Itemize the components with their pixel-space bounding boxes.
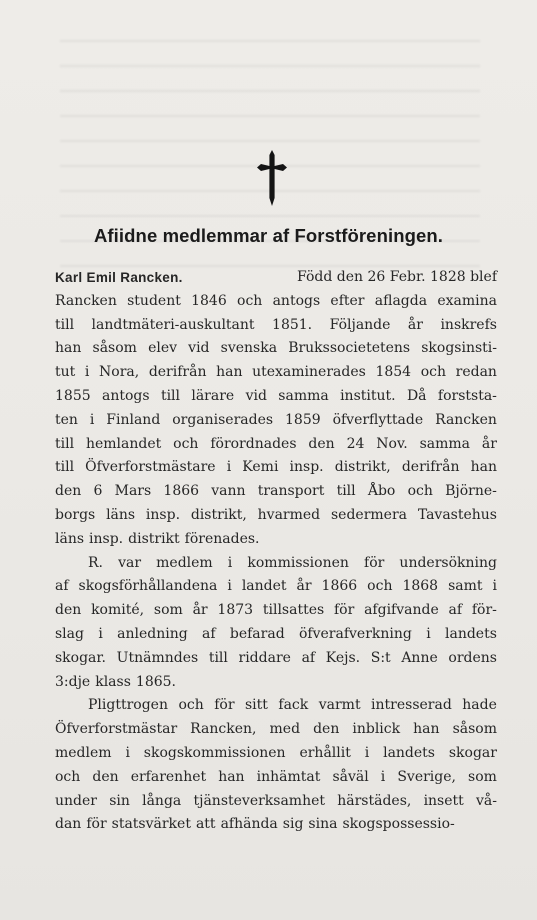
- word: Mars: [114, 483, 152, 500]
- text-line: [55, 575, 497, 599]
- text-line: [55, 766, 497, 790]
- word: landets: [383, 744, 435, 761]
- word: Rancken,: [190, 721, 257, 738]
- word: till: [55, 435, 75, 452]
- word: organiserades: [172, 411, 274, 428]
- word: riddare: [238, 649, 291, 666]
- text-line: [55, 552, 497, 576]
- word: i: [364, 744, 370, 761]
- word: förordnades: [210, 435, 297, 452]
- word: öfverafverkning: [298, 625, 412, 642]
- text-line: [55, 385, 497, 409]
- word: insett: [423, 792, 464, 809]
- word: skogsinsti-: [421, 340, 497, 357]
- word: erhållit: [299, 744, 351, 761]
- word: till: [336, 483, 356, 500]
- word: distrikt,: [190, 506, 247, 523]
- word: och: [173, 435, 199, 452]
- word: Finland: [106, 411, 161, 428]
- word: hvarmed: [257, 506, 321, 523]
- word: Då: [406, 387, 427, 404]
- word: Tavastehus: [417, 506, 497, 523]
- word: R.: [88, 554, 103, 571]
- word: i: [426, 625, 431, 642]
- word: Åbo: [367, 483, 396, 500]
- word: i: [380, 768, 386, 785]
- word: examina: [437, 292, 497, 309]
- word: samt: [448, 578, 483, 595]
- word: som: [468, 768, 497, 785]
- word: i: [226, 459, 232, 476]
- word: under: [55, 792, 97, 809]
- word: sig: [282, 816, 304, 833]
- word: komité,: [91, 602, 145, 619]
- word: borgs: [55, 506, 96, 523]
- word: samma: [419, 435, 470, 452]
- word: insp.: [89, 530, 124, 547]
- word: den: [313, 721, 340, 738]
- word: fack: [278, 697, 309, 714]
- word: skogar.: [55, 649, 107, 666]
- text-line: [55, 266, 497, 290]
- word: han: [413, 721, 440, 738]
- word: anledning: [117, 625, 188, 642]
- word: såsom: [92, 340, 137, 357]
- word: för-: [471, 602, 497, 619]
- word: slag: [55, 625, 84, 642]
- word: till: [208, 649, 228, 666]
- word: den: [55, 602, 82, 619]
- text-line: [55, 337, 497, 361]
- word: undersökning: [399, 554, 497, 571]
- word: varmt: [318, 697, 361, 714]
- word: år: [192, 602, 208, 619]
- word: för: [214, 697, 235, 714]
- word: Utnämndes: [116, 649, 199, 666]
- word: transport: [257, 483, 325, 500]
- word: hade: [462, 697, 497, 714]
- word: antogs: [102, 387, 150, 404]
- word: och: [178, 697, 204, 714]
- page-title: Afiidne medlemmar af Forstföreningen.: [93, 225, 444, 246]
- text-line: [55, 433, 497, 457]
- word: 1866: [163, 483, 200, 500]
- word: Nov.: [376, 435, 408, 452]
- word: och: [237, 292, 263, 309]
- word: i: [227, 578, 232, 595]
- word: han: [216, 364, 243, 381]
- word: aflagda: [374, 292, 428, 309]
- word: till: [55, 459, 75, 476]
- word: läns: [55, 530, 85, 547]
- word: och: [55, 768, 81, 785]
- word: i: [227, 554, 233, 571]
- word: af: [448, 602, 463, 619]
- word: derifrån: [401, 459, 460, 476]
- text-line: [55, 790, 497, 814]
- word: Kejs.: [325, 649, 361, 666]
- word: 1868: [402, 578, 439, 595]
- text-line: [55, 290, 497, 314]
- word: Öfverforstmästare: [85, 459, 216, 476]
- word: derifrån: [148, 364, 207, 381]
- text-line: [55, 742, 497, 766]
- word: medlem: [55, 744, 112, 761]
- word: för: [333, 602, 355, 619]
- word: dan: [55, 816, 82, 833]
- word: student: [127, 292, 181, 309]
- word: redan: [455, 364, 497, 381]
- word: distrikt: [128, 530, 180, 547]
- word: inhämtat: [256, 768, 321, 785]
- word: och: [420, 364, 446, 381]
- word: Pligttrogen: [88, 697, 168, 714]
- word: Kemi: [242, 459, 279, 476]
- word: inskrefs: [440, 316, 497, 333]
- word: den: [92, 768, 119, 785]
- word: Nora,: [99, 364, 140, 381]
- word: skogsförhållandena: [78, 578, 218, 595]
- word: han: [218, 768, 245, 785]
- word: långa: [142, 792, 182, 809]
- word: 1873: [217, 602, 254, 619]
- word: till: [55, 316, 75, 333]
- word: kommissionen: [247, 554, 349, 571]
- word: 1851.: [272, 316, 313, 333]
- text-line: [55, 409, 497, 433]
- word: den: [55, 483, 82, 500]
- word: i: [84, 364, 90, 381]
- word: härstädes,: [337, 792, 412, 809]
- word: 1846: [191, 292, 227, 309]
- word: i: [125, 744, 130, 761]
- word: distrikt,: [334, 459, 391, 476]
- word: befarad: [229, 625, 285, 642]
- word: Brukssocietetens: [288, 340, 411, 357]
- person-name: Karl Emil Rancken.: [55, 270, 183, 285]
- text-line: [55, 647, 497, 671]
- word: institut.: [340, 387, 396, 404]
- word: han: [470, 459, 497, 476]
- word: tut: [55, 364, 76, 381]
- word: 24: [346, 435, 365, 452]
- word: som: [153, 602, 183, 619]
- text-line: [55, 361, 497, 385]
- word: S:t: [370, 649, 391, 666]
- text-line: [55, 456, 497, 480]
- word: Björne-: [445, 483, 497, 500]
- word: svenska: [220, 340, 278, 357]
- word: forststa-: [437, 387, 497, 404]
- word: af: [55, 578, 69, 595]
- word: med: [269, 721, 301, 738]
- word: statsvärket: [111, 816, 191, 833]
- word: Anne: [401, 649, 438, 666]
- word: vann: [211, 483, 246, 500]
- word: af: [202, 625, 216, 642]
- word: den: [308, 435, 335, 452]
- word: landet: [241, 578, 287, 595]
- word: ordens: [448, 649, 497, 666]
- word: antogs: [272, 292, 321, 309]
- word: erfarenhet: [130, 768, 207, 785]
- word: till: [160, 387, 180, 404]
- text-line: [55, 599, 497, 623]
- word: och: [367, 578, 393, 595]
- word: för: [364, 554, 385, 571]
- word: af: [301, 649, 316, 666]
- text-line: [55, 528, 497, 552]
- word: i: [492, 578, 497, 595]
- word: läns: [106, 506, 136, 523]
- word: Rancken: [435, 411, 497, 428]
- word: insp.: [289, 459, 324, 476]
- word: sina: [308, 816, 338, 833]
- word: i: [89, 411, 95, 428]
- word: afgifvande: [364, 602, 439, 619]
- word: år: [296, 578, 312, 595]
- word: 1859: [285, 411, 321, 428]
- word: sin: [109, 792, 130, 809]
- word: för: [86, 816, 107, 833]
- cross-icon: [252, 148, 292, 208]
- word: intresserad: [371, 697, 452, 714]
- word: skogspossessio-: [342, 816, 455, 833]
- word: år: [481, 435, 497, 452]
- word: ten: [55, 411, 78, 428]
- word: medlem: [156, 554, 213, 571]
- text-line: [55, 480, 497, 504]
- word: tillsattes: [262, 602, 325, 619]
- word: Sverige,: [397, 768, 456, 785]
- obituary-text: [55, 266, 497, 837]
- word: elev: [148, 340, 178, 357]
- word: 6: [93, 483, 103, 500]
- word: klass: [95, 673, 131, 690]
- word: år: [407, 316, 423, 333]
- word: 1866: [321, 578, 358, 595]
- word: inblick: [352, 721, 401, 738]
- word: skogar: [448, 744, 497, 761]
- word: i: [98, 625, 103, 642]
- word: vid: [188, 340, 210, 357]
- word: 1855: [55, 387, 91, 404]
- word: landtmäteri-auskultant: [91, 316, 255, 333]
- word: och: [407, 483, 433, 500]
- text-line: [55, 504, 497, 528]
- word: Följande: [329, 316, 391, 333]
- word: vid: [245, 387, 267, 404]
- word: 1854: [375, 364, 412, 381]
- word: efter: [330, 292, 365, 309]
- text-line: [55, 671, 497, 695]
- word: att: [195, 816, 216, 833]
- word: skogskommissionen: [143, 744, 286, 761]
- word: sedermera: [330, 506, 407, 523]
- word: hemlandet: [85, 435, 162, 452]
- word: 1865.: [135, 673, 176, 690]
- text-line: [55, 813, 497, 837]
- word: samma: [278, 387, 329, 404]
- word: utexaminerades: [252, 364, 366, 381]
- word: 3:dje: [55, 673, 91, 690]
- text-line: [55, 718, 497, 742]
- text-line: [55, 623, 497, 647]
- word: sitt: [245, 697, 268, 714]
- word: Öfverforstmästar: [55, 721, 178, 738]
- word: landets: [445, 625, 497, 642]
- word: var: [118, 554, 142, 571]
- word: förenades.: [184, 530, 260, 547]
- word: såsom: [452, 721, 497, 738]
- word: lärare: [191, 387, 235, 404]
- text-line-rest: Född den 26 Febr. 1828 blef: [297, 269, 497, 285]
- word: såväl: [332, 768, 369, 785]
- word: vå-: [476, 792, 497, 809]
- word: insp.: [145, 506, 181, 523]
- word: afhända: [220, 816, 278, 833]
- word: öfverflyttade: [332, 411, 424, 428]
- word: han: [55, 340, 82, 357]
- text-line: [55, 314, 497, 338]
- text-line: [55, 694, 497, 718]
- word: tjänsteverksamhet: [193, 792, 326, 809]
- word: Rancken: [55, 292, 117, 309]
